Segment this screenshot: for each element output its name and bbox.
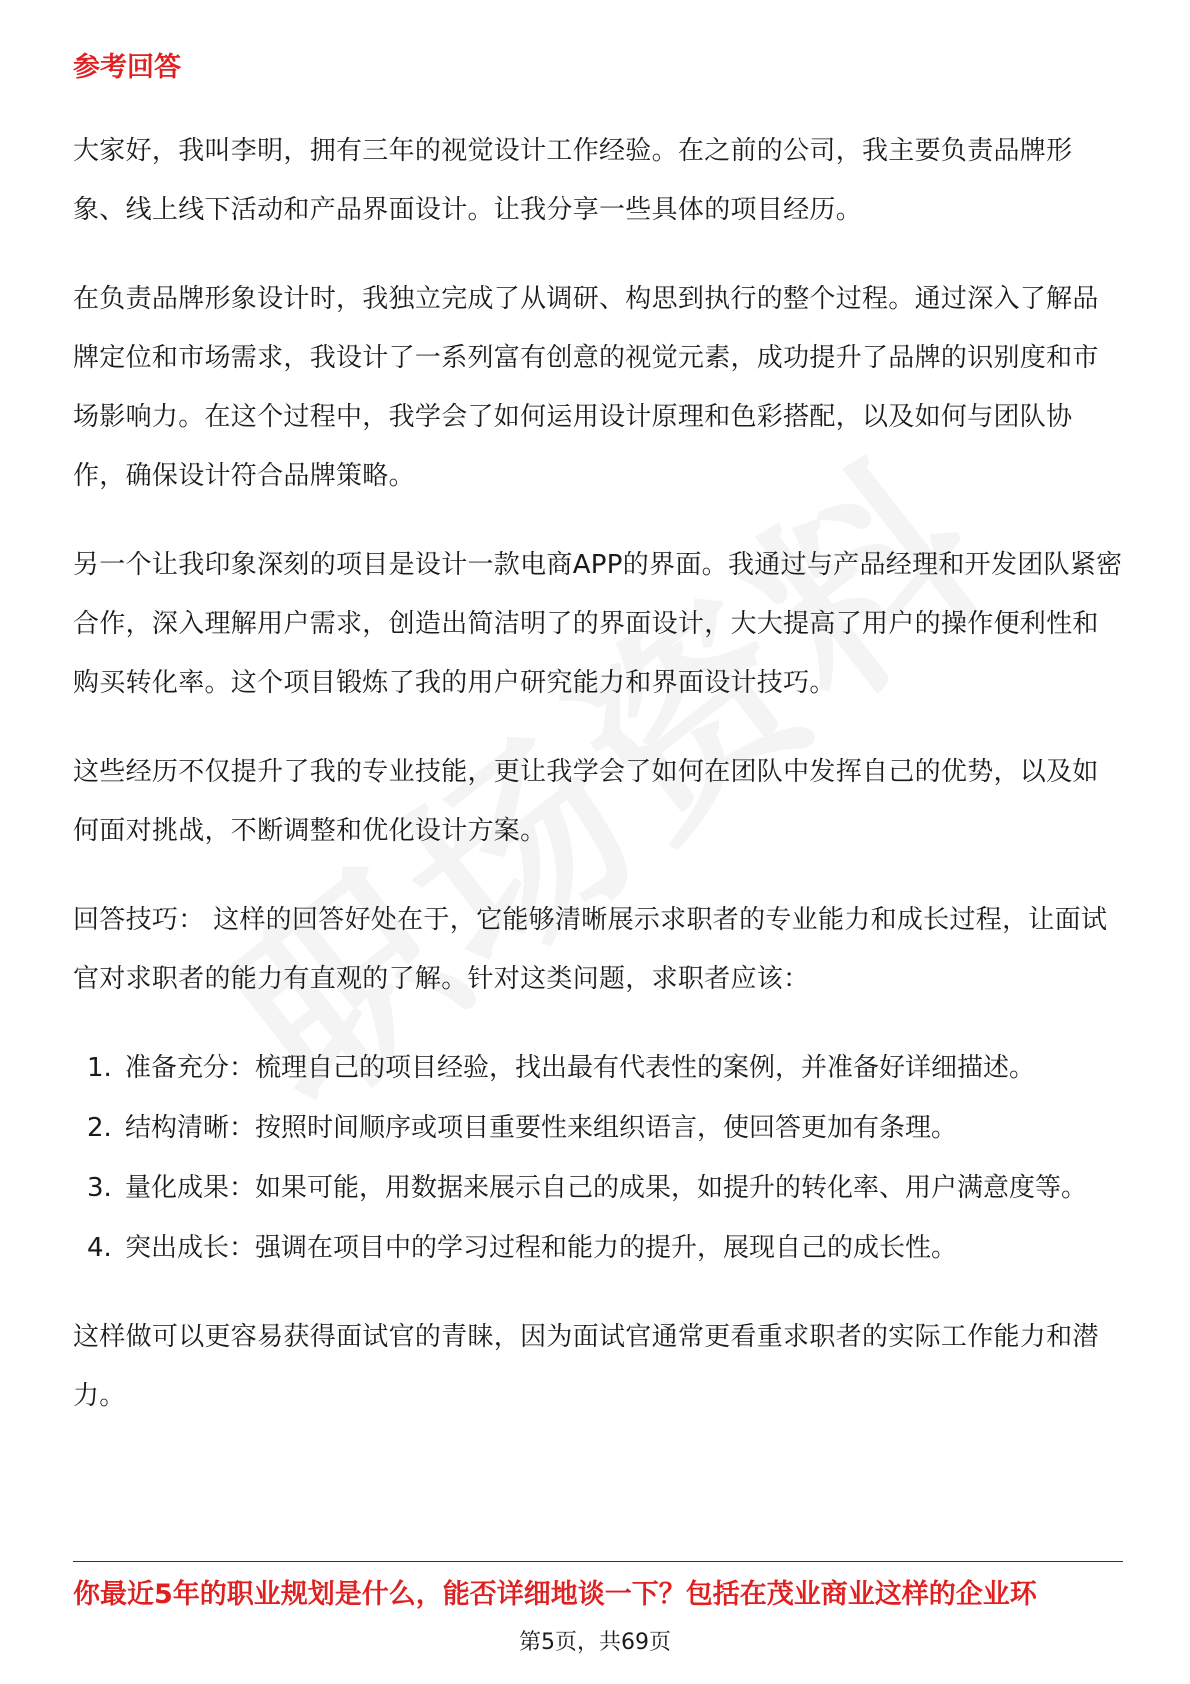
tips-list — [73, 1039, 1123, 1278]
paragraph-brand-project: 在负责品牌形象设计时，我独立完成了从调研、构思到执行的整个过程。通过深入了解品牌定位和市场需求，我设计了一系列富有创意的视觉元素，成功提升了品牌的识别度和市场影响力。在这个过程中，我学会了如何运用设计原理和色彩搭配，以及如何与团队协作，确保设计符合品牌策略。 — [73, 284, 1099, 491]
paragraph-intro: 大家好，我叫李明，拥有三年的视觉设计工作经验。在之前的公司，我主要负责品牌形象、线上线下活动和产品界面设计。让我分享一些具体的项目经历。 — [73, 136, 1073, 225]
main-content — [73, 48, 1123, 1456]
list-item-text: 突出成长：强调在项目中的学习过程和能力的提升，展现自己的成长性。 — [125, 1233, 958, 1263]
list-item-text: 准备充分：梳理自己的项目经验，找出最有代表性的案例，并准备好详细描述。 — [125, 1053, 1036, 1083]
section-title: 参考回答 — [73, 52, 181, 83]
list-item — [73, 1039, 1123, 1098]
list-item — [73, 1219, 1123, 1278]
paragraph-closing: 这样做可以更容易获得面试官的青睐，因为面试官通常更看重求职者的实际工作能力和潜力。 — [73, 1322, 1099, 1411]
next-question-heading: 你最近5年的职业规划是什么，能否详细地谈一下？包括在茂业商业这样的企业环 — [73, 1579, 1037, 1610]
paragraph-app-project: 另一个让我印象深刻的项目是设计一款电商APP的界面。我通过与产品经理和开发团队紧密合作，深入理解用户需求，创造出简洁明了的界面设计，大大提高了用户的操作便利性和购买转化率。这个项目锻炼了我的用户研究能力和界面设计技巧。 — [73, 550, 1123, 698]
list-number: 2. — [87, 1113, 112, 1143]
list-item — [73, 1159, 1123, 1218]
list-item-text: 量化成果：如果可能，用数据来展示自己的成果，如提升的转化率、用户满意度等。 — [125, 1173, 1088, 1203]
list-number: 3. — [87, 1173, 112, 1203]
page-number-footer: 第5页，共69页 — [519, 1630, 671, 1655]
divider — [73, 1561, 1123, 1562]
list-item-text: 结构清晰：按照时间顺序或项目重要性来组织语言，使回答更加有条理。 — [125, 1113, 958, 1143]
list-item — [73, 1099, 1123, 1158]
list-number: 1. — [87, 1053, 112, 1083]
paragraph-summary: 这些经历不仅提升了我的专业技能，更让我学会了如何在团队中发挥自己的优势，以及如何面对挑战，不断调整和优化设计方案。 — [73, 757, 1099, 846]
paragraph-answer-tips: 回答技巧： 这样的回答好处在于，它能够清晰展示求职者的专业能力和成长过程，让面试官对求职者的能力有直观的了解。针对这类问题，求职者应该： — [73, 905, 1108, 994]
list-number: 4. — [87, 1233, 112, 1263]
